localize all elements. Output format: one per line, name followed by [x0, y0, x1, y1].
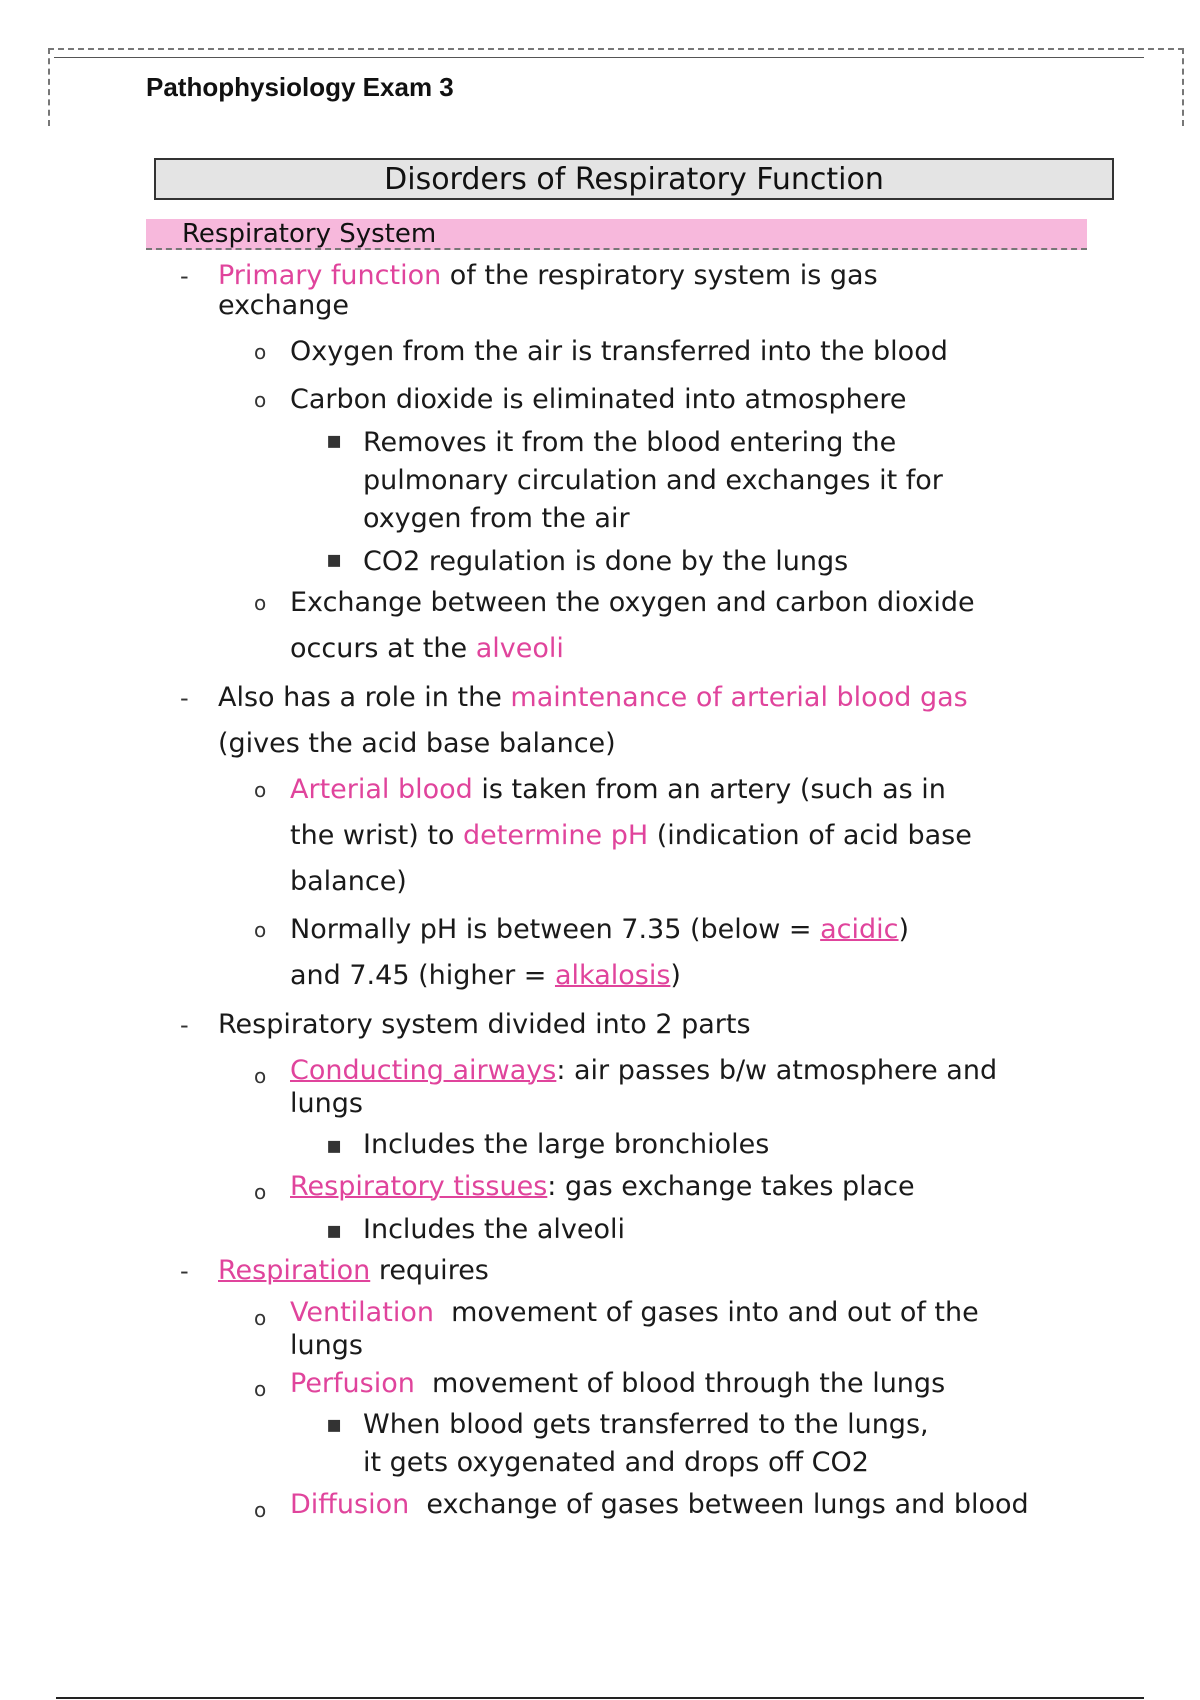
list-item-continuation: (gives the acid base balance): [218, 728, 616, 759]
list-item-continuation: oxygen from the air: [363, 503, 630, 534]
circle-bullet: o: [254, 1498, 267, 1522]
highlight-term: determine pH: [463, 820, 649, 851]
text: exchange of gases between lungs and blood: [409, 1489, 1029, 1520]
highlight-term: Arterial blood: [290, 774, 473, 805]
highlight-term: Ventilation: [290, 1297, 434, 1328]
text: Also has a role in the: [218, 682, 511, 713]
highlight-term: alveoli: [475, 633, 564, 664]
list-item: [290, 1171, 915, 1202]
list-item: Includes the alveoli: [363, 1214, 625, 1245]
square-bullet: ▪: [326, 1131, 343, 1159]
text: movement of blood through the lungs: [414, 1368, 946, 1399]
square-bullet: ▪: [326, 1410, 343, 1438]
document-title: Pathophysiology Exam 3: [146, 72, 454, 102]
list-item: [290, 1297, 979, 1328]
list-item-continuation: pulmonary circulation and exchanges it for: [363, 465, 943, 496]
circle-bullet: o: [254, 1180, 267, 1204]
text: the wrist) to: [290, 820, 464, 851]
highlight-term: Respiration: [218, 1255, 371, 1286]
list-item: [290, 774, 946, 805]
text: : air passes b/w atmosphere and: [556, 1055, 998, 1086]
subsection-heading: Respiratory System: [146, 219, 1087, 250]
highlight-term: Perfusion: [290, 1368, 415, 1399]
dash-bullet: -: [180, 262, 189, 290]
text: requires: [370, 1255, 489, 1286]
list-item: [218, 260, 878, 291]
text: ): [670, 960, 681, 991]
circle-bullet: o: [254, 1064, 267, 1088]
square-bullet: ▪: [326, 545, 343, 573]
highlight-term: Diffusion: [290, 1489, 410, 1520]
list-item: Oxygen from the air is transferred into the blood: [290, 336, 948, 367]
circle-bullet: o: [254, 1377, 267, 1401]
circle-bullet: o: [254, 1306, 267, 1330]
section-title: Disorders of Respiratory Function: [384, 161, 884, 197]
section-title-box: [154, 158, 1114, 200]
dash-bullet: -: [180, 1011, 189, 1039]
list-item-continuation: [290, 960, 681, 991]
highlight-term: Respiratory tissues: [290, 1171, 548, 1202]
circle-bullet: o: [254, 591, 267, 615]
list-item-continuation: [290, 633, 564, 664]
highlight-term: acidic: [820, 914, 899, 945]
circle-bullet: o: [254, 340, 267, 364]
list-item: Includes the large bronchioles: [363, 1129, 770, 1160]
list-item-continuation: lungs: [290, 1088, 363, 1119]
list-item: When blood gets transferred to the lungs,: [363, 1409, 929, 1440]
list-item: Respiratory system divided into 2 parts: [218, 1009, 751, 1040]
list-item: CO2 regulation is done by the lungs: [363, 546, 849, 577]
footer-rule: [56, 1697, 1144, 1699]
list-item: [290, 914, 909, 945]
circle-bullet: o: [254, 918, 267, 942]
text: movement of gases into and out of the: [433, 1297, 979, 1328]
text: occurs at the: [290, 633, 476, 664]
text: ): [898, 914, 910, 945]
list-item-continuation: lungs: [290, 1330, 363, 1361]
list-item: [218, 1255, 489, 1286]
list-item-continuation: [290, 820, 972, 851]
list-item: [290, 1055, 997, 1086]
highlight-term: Primary function: [218, 260, 442, 291]
dash-bullet: -: [180, 1257, 189, 1285]
list-item-continuation: it gets oxygenated and drops off CO2: [363, 1447, 869, 1478]
list-item-continuation: exchange: [218, 290, 350, 321]
dash-bullet: -: [180, 684, 189, 712]
text: : gas exchange takes place: [547, 1171, 915, 1202]
circle-bullet: o: [254, 388, 267, 412]
list-item-continuation: balance): [290, 866, 407, 897]
text: of the respiratory system is gas: [441, 260, 878, 291]
text: is taken from an artery (such as in: [472, 774, 946, 805]
highlight-term: alkalosis: [554, 960, 671, 991]
list-item: Exchange between the oxygen and carbon dioxide: [290, 587, 975, 618]
square-bullet: ▪: [326, 1216, 343, 1244]
header-inner-rule: [54, 57, 1144, 58]
text: and 7.45 (higher =: [290, 960, 555, 991]
list-item: [290, 1368, 945, 1399]
text: Normally pH is between 7.35 (below =: [290, 914, 821, 945]
text: (indication of acid base: [648, 820, 972, 851]
list-item: [218, 682, 968, 713]
list-item: Carbon dioxide is eliminated into atmosphere: [290, 384, 907, 415]
circle-bullet: o: [254, 778, 267, 802]
list-item: Removes it from the blood entering the: [363, 427, 897, 458]
square-bullet: ▪: [326, 426, 343, 454]
list-item: [290, 1489, 1029, 1520]
highlight-term: Conducting airways: [290, 1055, 557, 1086]
highlight-term: maintenance of arterial blood gas: [510, 682, 968, 713]
header-frame-left: [48, 48, 50, 126]
header-frame-right: [1182, 48, 1184, 126]
